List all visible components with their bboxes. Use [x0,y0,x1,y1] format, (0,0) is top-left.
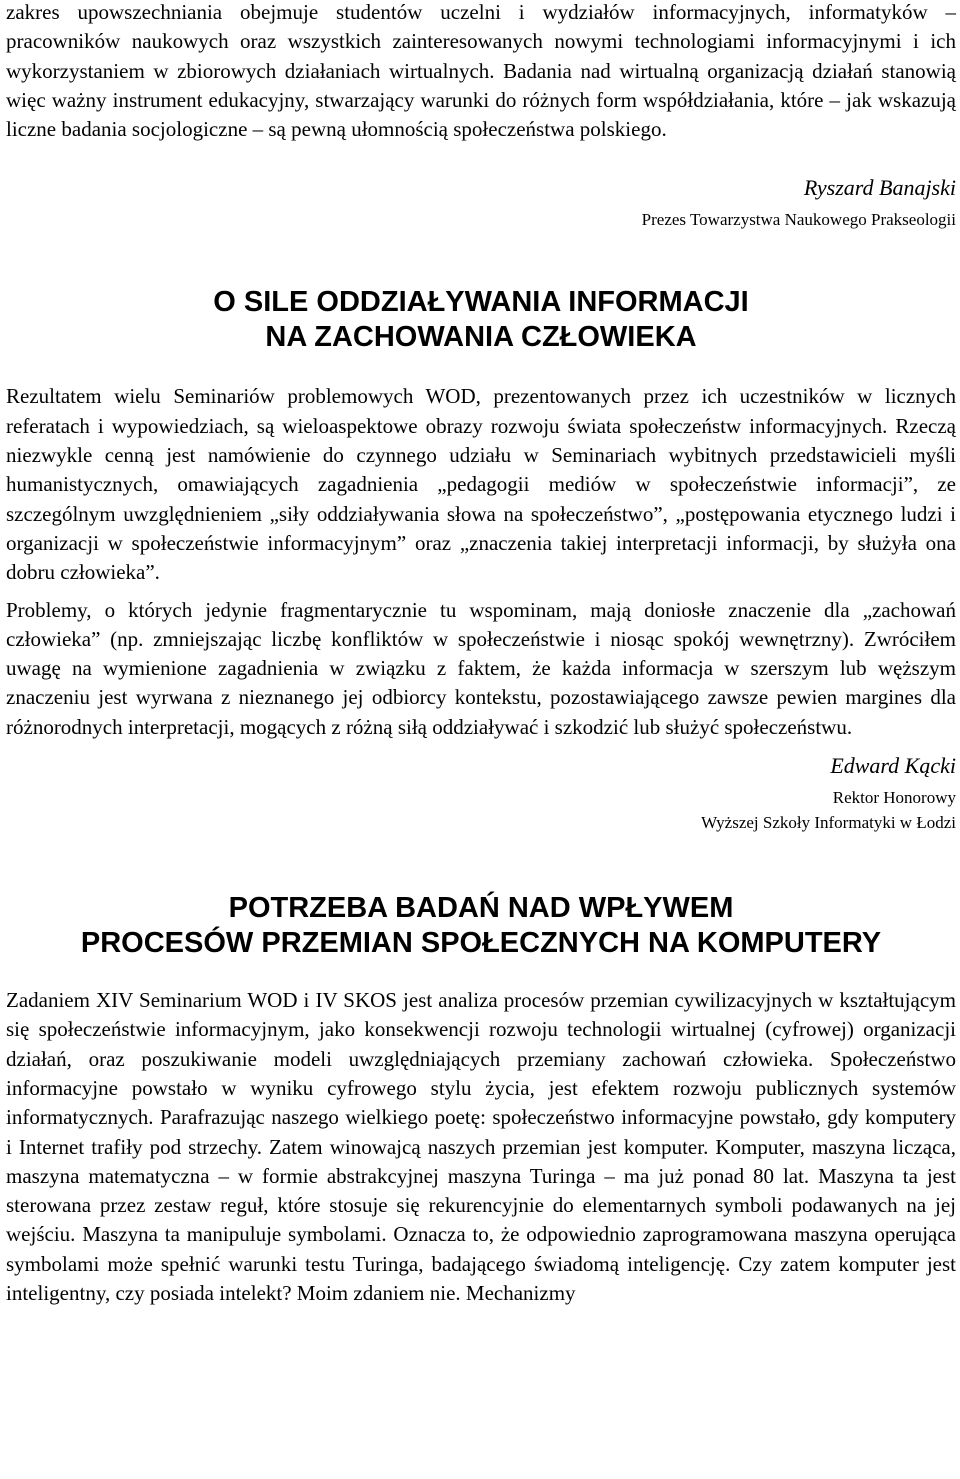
heading-line: PROCESÓW PRZEMIAN SPOŁECZNYCH NA KOMPUTERY [80,927,882,960]
body-paragraph: Zadaniem XIV Seminarium WOD i IV SKOS jest analiza procesów przemian cywilizacyjnych w kształtującym się społeczeństwie informacyjnym, jako konsekwencji rozwoju technologii wirtualnej (cyfrowej) organizacji działań, oraz poszukiwanie modeli uwzględniających przemiany zachowań człowieka. Społeczeństwo informacyjne powstało w wyniku cyfrowego stylu życia, jest efektem rozwoju publicznych systemów informatycznych. Parafrazując naszego wielkiego poetę: społeczeństwo informacyjne powstało, gdy komputery i Internet trafiły pod strzechy. Zatem winowajcą naszych przemian jest komputer. Komputer, maszyna licząca, maszyna matematyczna – w formie abstrakcyjnej maszyna Turinga – ma już ponad 80 lat. Maszyna ta jest sterowana przez zestaw reguł, które stosuje się rekurencyjnie do elementarnych symboli podawanych na jej wejściu. Maszyna ta manipuluje symbolami. Oznacza to, że odpowiednio zaprogramowana maszyna operująca symbolami może spełnić warunki testu Turinga, badającego świadomą inteligencję. Czy zatem komputer jest inteligentny, czy posiada intelekt? Moim zdaniem nie. Mechanizmy [6,988,956,1306]
document-page [6,0,956,1308]
author-role-kacki: Rektor Honorowy [832,788,956,808]
author-institution-kacki: Wyższej Szkoły Informatyki w Łodzi [701,813,956,833]
intro-paragraph: zakres upowszechniania obejmuje studentów uczelni i wydziałów informacyjnych, informatyków – pracowników naukowych oraz wszystkich zainteresowanych nowymi technologiami informacyjnymi i ich wykorzystaniem w zbiorowych działaniach wirtualnych. Badania nad wirtualną organizacją działań stanowią więc ważny instrument edukacyjny, stwarzający warunki do różnych form współdziałania, które – jak wskazują liczne badania socjologiczne – są pewną ułomnością społeczeństwa polskiego. [6,0,956,142]
heading-line: POTRZEBA BADAŃ NAD WPŁYWEM [228,892,734,925]
author-signature-banajski: Ryszard Banajski [803,175,956,201]
heading-line: NA ZACHOWANIA CZŁOWIEKA [265,321,697,354]
body-paragraph: Problemy, o których jedynie fragmentarycznie tu wspominam, mają doniosłe znaczenie dla „zachowań człowieka” (np. zmniejszając liczbę konfliktów w społeczeństwie i niosąc spokój wewnętrzny). Zwróciłem uwagę na wymienione zagadnienia w związku z faktem, że każda informacja w szerszym lub węższym znaczeniu jest wyrwana z nieznanego jej odbiorcy kontekstu, pozostawiającego zawsze pewien margines dla różnorodnych interpretacji, mogących z różną siłą oddziaływać i szkodzić lub służyć społeczeństwu. [6,597,956,739]
section-heading-research-need [6,891,956,961]
section-heading-information-influence [6,285,956,355]
author-signature-kacki: Edward Kącki [830,753,956,779]
body-paragraph: Rezultatem wielu Seminariów problemowych WOD, prezentowanych przez ich uczestników w licznych referatach i wypowiedziach, są wieloaspektowe obrazy rozwoju świata społeczeństw informacyjnych. Rzeczą niezwykle cenną jest namówienie do czynnego udziału w Seminariach wybitnych przedstawicieli myśli humanistycznych, omawiających zagadnienia „pedagogii mediów w społeczeństwie informacji”, ze szczególnym uwzględnieniem „siły oddziaływania słowa na społeczeństwo”, „postępowania etycznego ludzi i organizacji w społeczeństwie informacyjnym” oraz „znaczenia takiej interpretacji informacji, by służyła ona dobru człowieka”. [6,384,956,585]
author-role-banajski: Prezes Towarzystwa Naukowego Prakseologii [641,210,956,230]
heading-line: O SILE ODDZIAŁYWANIA INFORMACJI [213,286,749,319]
